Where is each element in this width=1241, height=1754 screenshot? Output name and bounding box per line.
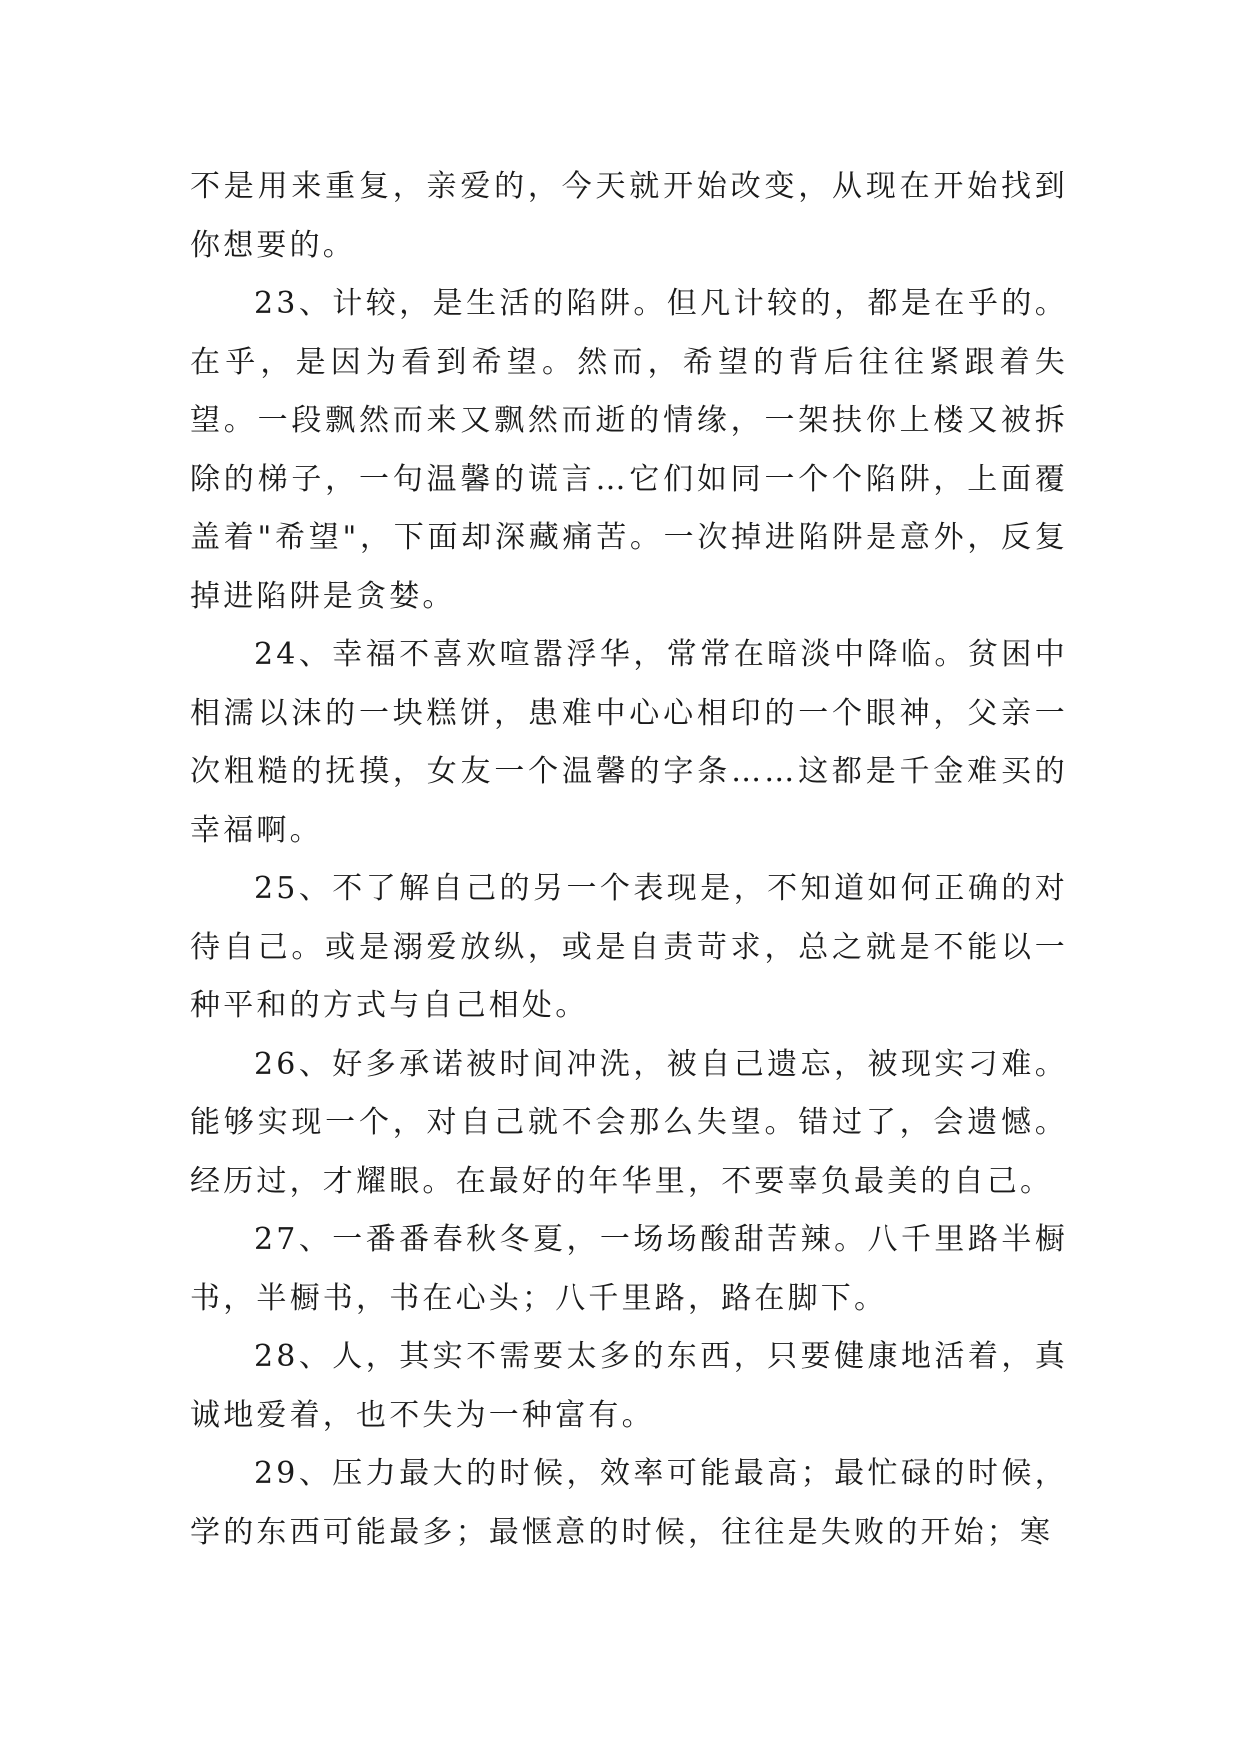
paragraph-27: 27、一番番春秋冬夏，一场场酸甜苦辣。八千里路半橱书，半橱书，书在心头；八千里路，路在脚下。 <box>190 1222 1068 1316</box>
paragraph-26: 26、好多承诺被时间冲洗，被自己遗忘，被现实刁难。能够实现一个，对自己就不会那么失望。错过了，会遗憾。经历过，才耀眼。在最好的年华里，不要辜负最美的自己。 <box>190 1046 1068 1199</box>
document-body <box>190 158 1068 1562</box>
paragraph-24: 24、幸福不喜欢喧嚣浮华，常常在暗淡中降临。贫困中相濡以沫的一块糕饼，患难中心心相印的一个眼神，父亲一次粗糙的抚摸，女友一个温馨的字条……这都是千金难买的幸福啊。 <box>190 637 1068 848</box>
paragraph-25: 25、不了解自己的另一个表现是，不知道如何正确的对待自己。或是溺爱放纵，或是自责苛求，总之就是不能以一种平和的方式与自己相处。 <box>190 871 1068 1023</box>
paragraph-29: 29、压力最大的时候，效率可能最高；最忙碌的时候，学的东西可能最多；最惬意的时候，往往是失败的开始；寒 <box>190 1456 1068 1550</box>
paragraph-23: 23、计较，是生活的陷阱。但凡计较的，都是在乎的。在乎，是因为看到希望。然而，希望的背后往往紧跟着失望。一段飘然而来又飘然而逝的情缘，一架扶你上楼又被拆除的梯子，一句温馨的谎言…它们如同一个个陷阱，上面覆盖着"希望"，下面却深藏痛苦。一次掉进陷阱是意外，反复掉进陷阱是贪婪。 <box>190 286 1068 614</box>
paragraph-28: 28、人，其实不需要太多的东西，只要健康地活着，真诚地爱着，也不失为一种富有。 <box>190 1339 1068 1433</box>
paragraph-continuation: 不是用来重复，亲爱的，今天就开始改变，从现在开始找到你想要的。 <box>190 169 1068 263</box>
